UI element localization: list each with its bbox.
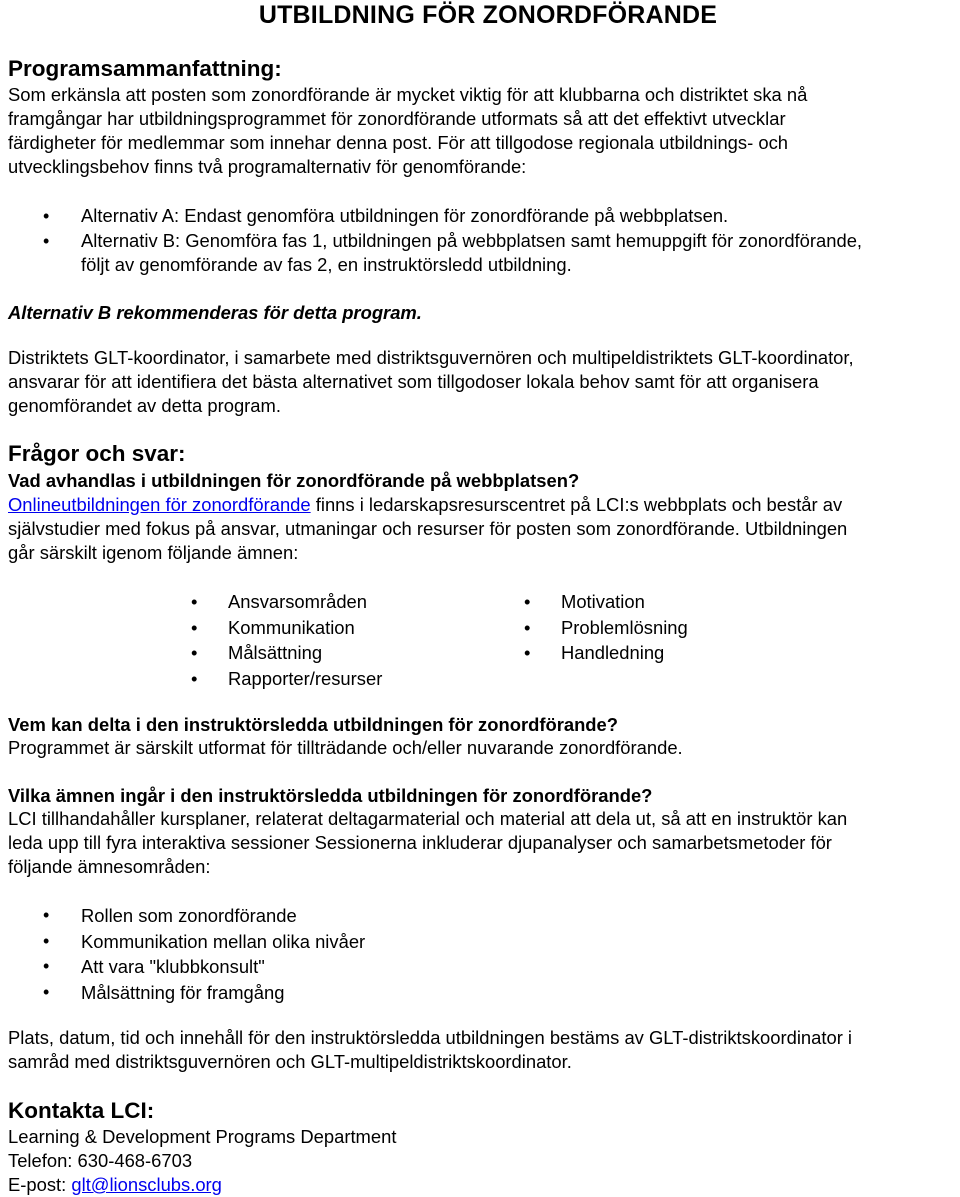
bullet-icon: • (524, 591, 531, 612)
paragraph-line: självstudier med fokus på ansvar, utmaningar och resurser för posten som zonordförande. Utbildningen (8, 518, 848, 539)
list-item (0, 903, 365, 929)
paragraph-line (8, 493, 956, 517)
topic-text: Ansvarsområden (228, 591, 368, 612)
faq-question-2: Vem kan delta i den instruktörsledda utbildningen för zonordförande? (8, 714, 619, 735)
contact-phone-line (8, 1149, 956, 1173)
topic-text: Målsättning (228, 642, 323, 663)
list-item (191, 666, 382, 692)
paragraph-line: färdigheter för medlemmar som innehar denna post. För att tillgodose regionala utbildnings- och (8, 132, 788, 153)
topic-text: Rapporter/resurser (228, 667, 383, 689)
paragraph-line: genomförandet av detta program. (8, 395, 281, 416)
phone-number: 630-468-6703 (77, 1150, 193, 1171)
alternatives-list (0, 204, 862, 278)
bullet-icon: • (524, 616, 531, 638)
paragraph-line: utvecklingsbehov finns två programalternativ för genomförande: (8, 156, 527, 177)
bullet-icon: • (191, 667, 198, 689)
online-topics-left (191, 589, 382, 691)
coordinator-paragraph (8, 346, 956, 418)
faq-question-1: Vad avhandlas i utbildningen för zonordförande på webbplatsen? (8, 470, 580, 491)
paragraph-line: framgångar har utbildningsprogrammet för zonordförande utformats så att det effektivt utvecklar (8, 108, 786, 129)
bullet-icon: • (43, 956, 50, 976)
paragraph-line: LCI tillhandahåller kursplaner, relaterat deltagarmaterial och material att dela ut, så att en instruktör kan (8, 808, 848, 829)
alternative-b-line: Alternativ B: Genomföra fas 1, utbildningen på webbplatsen samt hemuppgift för zonordförande, (81, 229, 863, 251)
paragraph-line: Distriktets GLT-koordinator, i samarbete med distriktsguvernören och multipeldistriktets GLT-koordinator, (8, 347, 854, 368)
list-item (524, 640, 688, 666)
recommendation-text: Alternativ B rekommenderas för detta program. (8, 302, 422, 323)
bullet-icon: • (43, 230, 50, 251)
online-training-link[interactable]: Onlineutbildningen för zonordförande (8, 494, 311, 515)
alternative-b-line: följt av genomförande av fas 2, en instruktörsledd utbildning. (81, 254, 572, 275)
list-item (0, 229, 862, 278)
paragraph-line: följande ämnesområden: (8, 856, 211, 877)
topic-text: Kommunikation (228, 616, 355, 638)
paragraph-line: samråd med distriktsguvernören och GLT-multipeldistriktskoordinator. (8, 1051, 572, 1072)
list-item (524, 615, 688, 641)
topic-text: Målsättning för framgång (81, 981, 285, 1003)
email-label: E-post: (8, 1174, 72, 1195)
list-item (191, 640, 382, 666)
faq-answer-2: Programmet är särskilt utformat för tillträdande och/eller nuvarande zonordförande. (8, 737, 683, 758)
document-title: UTBILDNING FÖR ZONORDFÖRANDE (258, 1, 718, 29)
summary-heading: Programsammanfattning: (8, 56, 282, 81)
paragraph-line: går särskilt igenom följande ämnen: (8, 542, 299, 563)
topic-text: Att vara "klubbkonsult" (81, 956, 265, 977)
contact-department: Learning & Development Programs Department (8, 1126, 397, 1147)
list-item (0, 929, 365, 955)
bullet-icon: • (191, 591, 198, 612)
bullet-icon: • (191, 616, 198, 638)
topic-text: Kommunikation mellan olika nivåer (81, 930, 366, 952)
phone-label: Telefon: (8, 1150, 78, 1171)
list-item (191, 589, 382, 615)
alternative-a-text: Alternativ A: Endast genomföra utbildningen för zonordförande på webbplatsen. (81, 205, 729, 226)
bullet-icon: • (43, 905, 50, 925)
list-item (0, 954, 365, 980)
topic-text: Problemlösning (561, 616, 688, 638)
bullet-icon: • (43, 981, 50, 1002)
topic-text: Handledning (561, 642, 665, 663)
bullet-icon: • (191, 642, 198, 663)
paragraph-line: Plats, datum, tid och innehåll för den instruktörsledda utbildningen bestäms av GLT-distriktskoordinator i (8, 1027, 853, 1048)
list-item (524, 589, 688, 615)
line-rest-text: finns i ledarskapsresurscentret på LCI:s webbplats och består av (310, 494, 843, 515)
contact-email-line (8, 1173, 956, 1197)
paragraph-line: leda upp till fyra interaktiva sessioner Sessionerna inkluderar djupanalyser och samarbetsmetoder för (8, 832, 832, 853)
bullet-icon: • (43, 206, 50, 226)
faq-heading: Frågor och svar: (8, 441, 186, 466)
list-item (0, 980, 365, 1006)
paragraph-line: ansvarar för att identifiera det bästa alternativet som tillgodoser lokala behov samt för att organisera (8, 371, 819, 392)
paragraph-line: Som erkänsla att posten som zonordförande är mycket viktig för att klubbarna och distriktet ska nå (8, 84, 808, 105)
summary-paragraph (8, 83, 956, 179)
contact-heading: Kontakta LCI: (8, 1098, 155, 1123)
faq-question-3: Vilka ämnen ingår i den instruktörsledda utbildningen för zonordförande? (8, 785, 653, 806)
topic-text: Rollen som zonordförande (81, 905, 297, 926)
instructor-topics-list (0, 903, 365, 1005)
bullet-icon: • (524, 642, 531, 663)
online-topics-right (524, 589, 688, 666)
faq-answer-1 (8, 493, 956, 565)
list-item (191, 615, 382, 641)
list-item (0, 204, 862, 229)
faq-answer-3 (8, 807, 956, 879)
closing-paragraph (8, 1026, 956, 1074)
bullet-icon: • (43, 930, 50, 951)
email-link[interactable]: glt@lionsclubs.org (71, 1174, 222, 1195)
topic-text: Motivation (561, 591, 645, 612)
contact-details (8, 1125, 956, 1197)
